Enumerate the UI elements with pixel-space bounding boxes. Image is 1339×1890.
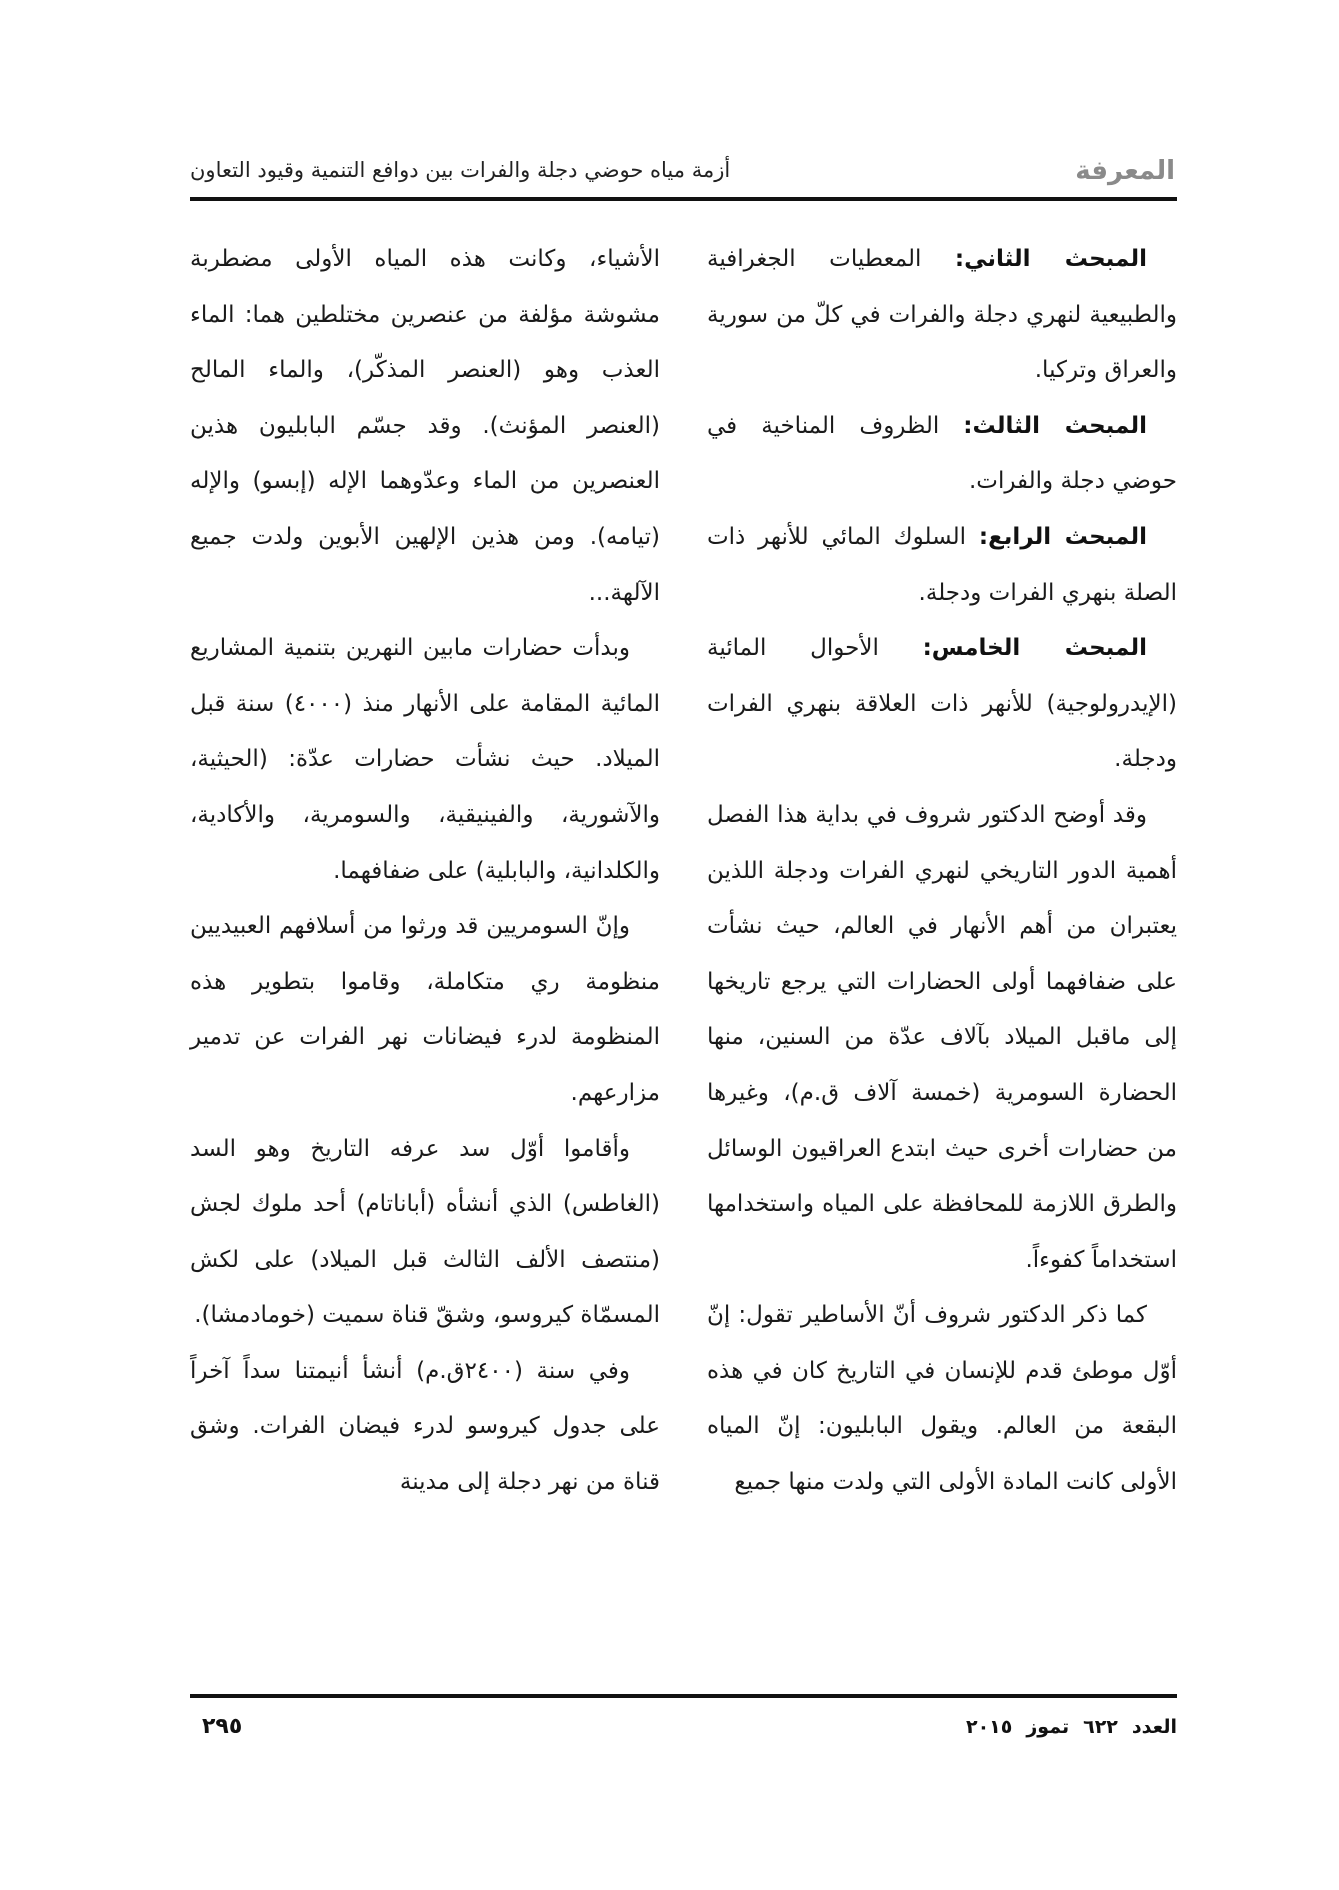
paragraph-text: الظروف المناخية في حوضي دجلة والفرات. xyxy=(707,412,1177,495)
page-header xyxy=(190,150,1177,192)
paragraph: وأقاموا أوّل سد عرفه التاريخ وهو السد (الغاطس) الذي أنشأه (أباناتام) أحد ملوك لجش (منتصف الألف الثالث قبل الميلاد) على لكش المسمّاة كيروسو، وشقّ قناة سميت (خومادمشا). xyxy=(190,1135,660,1329)
right-column xyxy=(707,232,1177,1511)
paragraph xyxy=(707,621,1177,788)
paragraph: وفي سنة (٢٤٠٠ق.م) أنشأ أنيمتنا سداً آخراً على جدول كيروسو لدرء فيضان الفرات. وشق قناة من نهر دجلة إلى مدينة xyxy=(190,1357,660,1496)
section-lead: المبحث الرابع: xyxy=(978,523,1147,550)
paragraph: وإنّ السومريين قد ورثوا من أسلافهم العبيديين منظومة ري متكاملة، وقاموا بتطوير هذه المنظومة لدرء فيضانات نهر الفرات عن تدمير مزارعهم. xyxy=(190,913,660,1106)
paragraph-text: الأحوال المائية (الإيدرولوجية) للأنهر ذات العلاقة بنهري الفرات ودجلة. xyxy=(707,635,1177,773)
issue-label: العدد xyxy=(1131,1716,1177,1738)
paragraph-text: المعطيات الجغرافية والطبيعية لنهري دجلة والفرات في كلّ من سورية والعراق وتركيا. xyxy=(707,246,1177,384)
page-number: ٢٩٥ xyxy=(202,1714,243,1739)
magazine-logo: المعرفة xyxy=(1075,156,1175,186)
footer-rule xyxy=(190,1694,1177,1698)
paragraph: وقد أوضح الدكتور شروف في بداية هذا الفصل أهمية الدور التاريخي لنهري الفرات ودجلة اللذين يعتبران من أهم الأنهار في العالم، حيث نشأت على ضفافهما أولى الحضارات التي يرجع تاريخها إلى ماقبل الميلاد بآلاف عدّة من السنين، منها الحضارة السومرية (خمسة آلاف ق.م)، وغيرها من حضارات أخرى حيث ابتدع العراقيون الوسائل والطرق اللازمة للمحافظة على المياه واستخدامها استخداماً كفوءاً. xyxy=(707,801,1177,1273)
issue-year: ٢٠١٥ xyxy=(965,1716,1013,1738)
issue-number: ٦٢٢ xyxy=(1083,1716,1118,1738)
paragraph-text: السلوك المائي للأنهر ذات الصلة بنهري الفرات ودجلة. xyxy=(707,523,1177,606)
paragraph xyxy=(707,399,1177,510)
paragraph xyxy=(707,232,1177,399)
section-lead: المبحث الثاني: xyxy=(954,246,1147,272)
running-title: أزمة مياه حوضي دجلة والفرات بين دوافع التنمية وقيود التعاون xyxy=(190,158,731,182)
section-lead: المبحث الخامس: xyxy=(922,635,1147,662)
page-footer xyxy=(190,1710,1177,1750)
paragraph: وبدأت حضارات مابين النهرين بتنمية المشاريع المائية المقامة على الأنهار منذ (٤٠٠٠) سنة قبل الميلاد. حيث نشأت حضارات عدّة: (الحيثية، والآشورية، والفينيقية، والسومرية، والأكادية، والكلدانية، والبابلية) على ضفافهما. xyxy=(190,635,660,884)
issue-month: تموز xyxy=(1026,1716,1070,1738)
paragraph: كما ذكر الدكتور شروف أنّ الأساطير تقول: إنّ أوّل موطئ قدم للإنسان في التاريخ كان في هذه البقعة من العالم. ويقول البابليون: إنّ المياه الأولى كانت المادة الأولى التي ولدت منها جميع xyxy=(707,1302,1177,1496)
paragraph xyxy=(707,510,1177,621)
section-lead: المبحث الثالث: xyxy=(963,412,1147,439)
left-column xyxy=(190,232,660,1511)
paragraph: الأشياء، وكانت هذه المياه الأولى مضطربة مشوشة مؤلفة من عنصرين مختلطين هما: الماء العذب وهو (العنصر المذكّر)، والماء المالح (العنصر المؤنث). وقد جسّم البابليون هذين العنصرين من الماء وعدّوهما الإله (إبسو) والإله (تيامه). ومن هذين الإلهين الأبوين ولدت جميع الآلهة... xyxy=(190,246,660,606)
issue-info xyxy=(952,1716,1177,1738)
header-rule xyxy=(190,197,1177,201)
